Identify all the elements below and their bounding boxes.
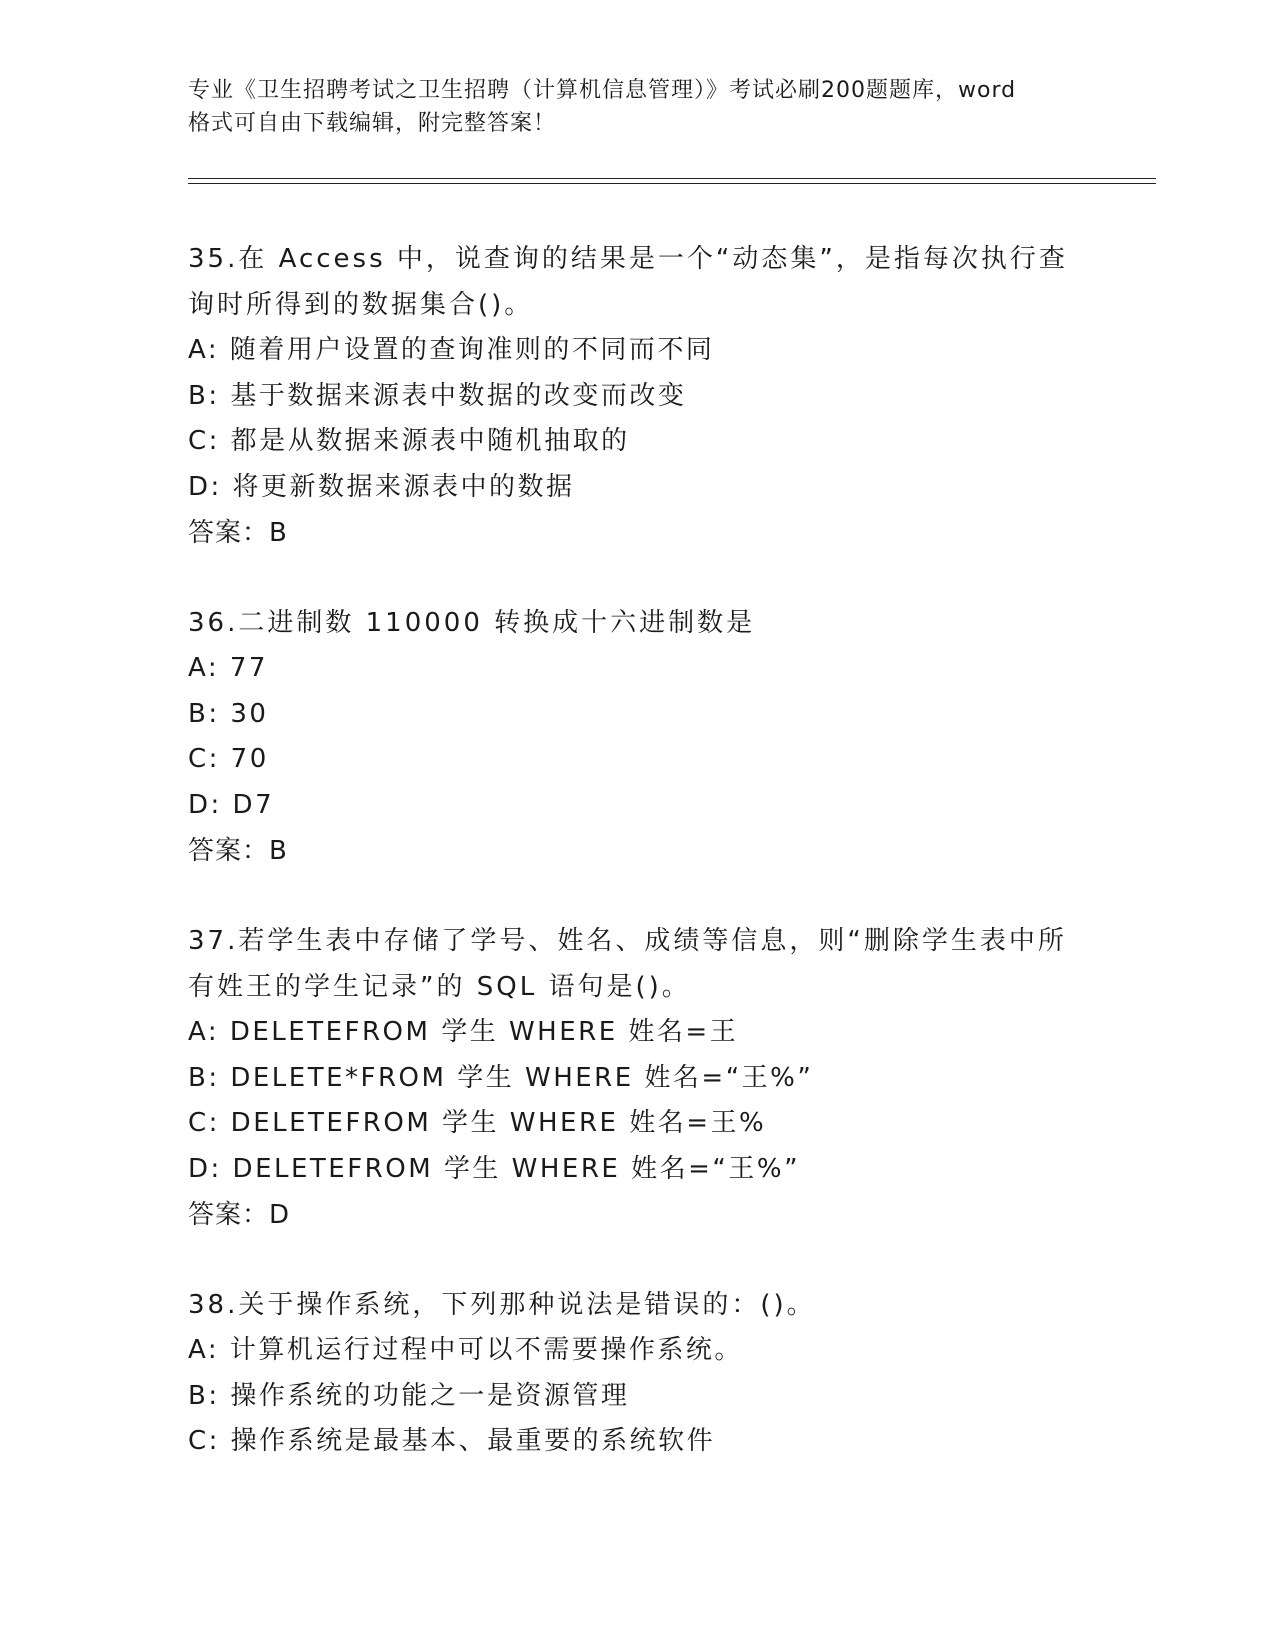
header-title-line-2: 格式可自由下载编辑，附完整答案！ [188,111,557,136]
question-35 [188,236,1118,556]
option-a: A: DELETEFROM 学生 WHERE 姓名=王 [188,1017,739,1047]
question-stem-line-1: 37.若学生表中存储了学号、姓名、成绩等信息，则“删除学生表中所 [188,926,1067,956]
option-b: B: DELETE*FROM 学生 WHERE 姓名=“王%” [188,1062,814,1093]
question-stem-line-1: 35.在 Access 中，说查询的结果是一个“动态集”，是指每次执行查 [188,244,1068,274]
answer-label: 答案：B [188,518,288,548]
option-b: B: 基于数据来源表中数据的改变而改变 [188,380,687,411]
option-b: B: 30 [188,698,269,729]
question-stem-line-1: 38.关于操作系统，下列那种说法是错误的：()。 [188,1290,816,1320]
header-title-line-1: 专业《卫生招聘考试之卫生招聘（计算机信息管理）》考试必刷200题题库，word [188,78,1017,103]
header-divider-bottom [188,183,1156,184]
question-stem [188,600,1118,646]
option-a: A: 77 [188,653,268,683]
option-d: D: 将更新数据来源表中的数据 [188,471,575,502]
question-stem-line-2: 有姓王的学生记录”的 SQL 语句是()。 [188,972,691,1002]
question-stem [188,236,1118,328]
option-c: C: 70 [188,744,269,774]
option-b: B: 操作系统的功能之一是资源管理 [188,1380,630,1411]
question-38 [188,1282,1118,1465]
option-a: A: 随着用户设置的查询准则的不同而不同 [188,335,715,365]
question-stem-line-2: 询时所得到的数据集合()。 [188,290,534,320]
question-stem [188,918,1118,1010]
document-header [188,74,1098,140]
question-stem-line-1: 36.二进制数 110000 转换成十六进制数是 [188,608,756,638]
option-c: C: DELETEFROM 学生 WHERE 姓名=王% [188,1108,767,1138]
option-c: C: 都是从数据来源表中随机抽取的 [188,426,630,456]
question-36 [188,600,1118,874]
header-divider-top [188,178,1156,179]
option-d: D: DELETEFROM 学生 WHERE 姓名=“王%” [188,1153,801,1184]
answer-label: 答案：B [188,836,288,866]
option-c: C: 操作系统是最基本、最重要的系统软件 [188,1426,716,1456]
question-37 [188,918,1118,1238]
answer-label: 答案：D [188,1200,291,1230]
question-stem [188,1282,1118,1328]
question-list [188,236,1118,1509]
option-d: D: D7 [188,789,275,820]
option-a: A: 计算机运行过程中可以不需要操作系统。 [188,1335,743,1365]
